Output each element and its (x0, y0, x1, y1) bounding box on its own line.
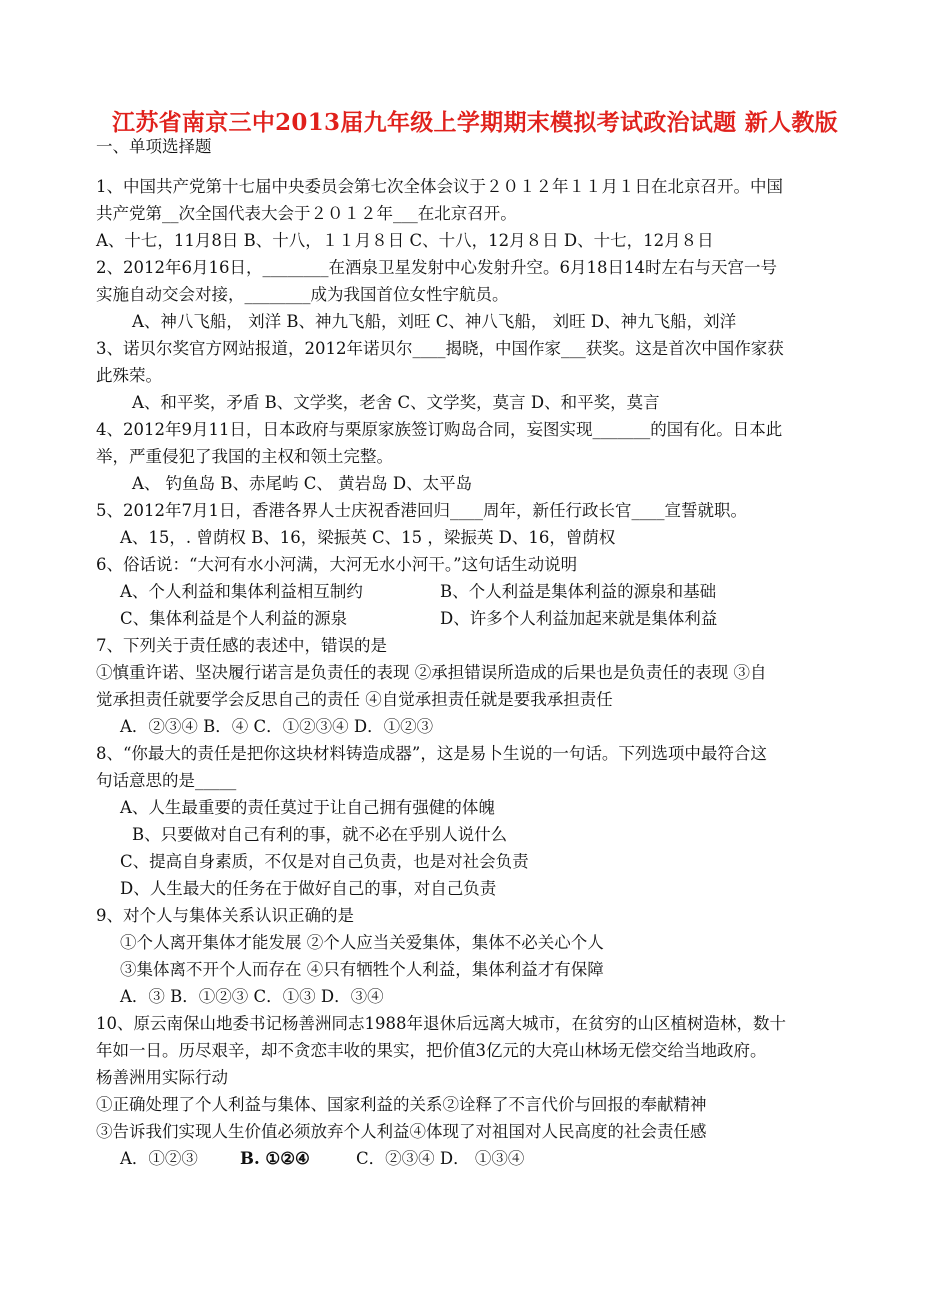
question-3-line-2: 此殊荣。 (96, 366, 162, 385)
question-4-options: A、 钓鱼岛 B、赤尾屿 C、 黄岩岛 D、太平岛 (132, 474, 473, 493)
question-6-option-b: B、个人利益是集体利益的源泉和基础 (440, 582, 717, 601)
question-2-line-2: 实施自动交会对接，________成为我国首位女性宇航员。 (96, 285, 509, 304)
question-4-line-2: 举，严重侵犯了我国的主权和领土完整。 (96, 447, 393, 466)
question-3-options: A、和平奖，矛盾 B、文学奖，老舍 C、文学奖，莫言 D、和平奖，莫言 (132, 393, 660, 412)
question-10-line-1: 10、原云南保山地委书记杨善洲同志1988年退休后远离大城市，在贫穷的山区植树造林，数十 (96, 1014, 786, 1033)
question-1-options: A、十七，11月8日 B、十八，１１月８日 C、十八，12月８日 D、十七，12月８日 (96, 231, 714, 250)
question-6-option-c: C、集体利益是个人利益的源泉 (120, 609, 348, 628)
question-10-options-cd: C．②③④ D． ①③④ (356, 1149, 525, 1168)
question-10-option-a: A．①②③ (120, 1149, 198, 1168)
question-7-line-2: ①慎重许诺、坚决履行诺言是负责任的表现 ②承担错误所造成的后果也是负责任的表现 ③自 (96, 663, 767, 682)
question-6-option-d: D、许多个人利益加起来就是集体利益 (440, 609, 718, 628)
question-9-options: A．③ B．①②③ C．①③ D．③④ (120, 987, 384, 1006)
question-3-line-1: 3、诺贝尔奖官方网站报道，2012年诺贝尔____揭晓，中国作家___获奖。这是首次中国作家获 (96, 339, 784, 358)
question-10-line-4: ①正确处理了个人利益与集体、国家利益的关系②诠释了不言代价与回报的奉献精神 (96, 1095, 707, 1114)
question-7-options: A．②③④ B．④ C．①②③④ D．①②③ (120, 717, 434, 736)
question-8-option-d: D、人生最大的任务在于做好自己的事，对自己负责 (120, 879, 497, 898)
question-9-line-1: 9、对个人与集体关系认识正确的是 (96, 906, 354, 925)
question-5-line-1: 5、2012年7月1日，香港各界人士庆祝香港回归____周年，新任行政长官____宣誓就职。 (96, 501, 747, 520)
question-2-line-1: 2、2012年6月16日，________在酒泉卫星发射中心发射升空。6月18日14时左右与天宫一号 (96, 258, 777, 277)
question-10-line-5: ③告诉我们实现人生价值必须放弃个人利益④体现了对祖国对人民高度的社会责任感 (96, 1122, 707, 1141)
question-8-line-1: 8、“你最大的责任是把你这块材料铸造成器”，这是易卜生说的一句话。下列选项中最符合这 (96, 744, 767, 763)
question-7-line-1: 7、下列关于责任感的表述中，错误的是 (96, 636, 387, 655)
question-8-option-a: A、人生最重要的责任莫过于让自己拥有强健的体魄 (120, 798, 495, 817)
question-8-option-c: C、提高自身素质，不仅是对自己负责，也是对社会负责 (120, 852, 529, 871)
question-6-option-a: A、个人利益和集体利益相互制约 (120, 582, 363, 601)
question-8-line-2: 句话意思的是_____ (96, 771, 237, 790)
document-title: 江苏省南京三中2013届九年级上学期期末模拟考试政治试题 新人教版 (112, 109, 838, 136)
section-heading: 一、单项选择题 (96, 137, 212, 156)
question-9-line-2: ①个人离开集体才能发展 ②个人应当关爱集体，集体不必关心个人 (120, 933, 604, 952)
question-2-options: A、神八飞船， 刘洋 B、神九飞船，刘旺 C、神八飞船， 刘旺 D、神九飞船，刘洋 (132, 312, 737, 331)
question-6-line-1: 6、俗话说：“大河有水小河满，大河无水小河干。”这句话生动说明 (96, 555, 578, 574)
question-4-line-1: 4、2012年9月11日，日本政府与栗原家族签订购岛合同，妄图实现_______的国有化。日本此 (96, 420, 783, 439)
question-1-line-2: 共产党第__次全国代表大会于２０１２年___在北京召开。 (96, 204, 517, 223)
question-9-line-3: ③集体离不开个人而存在 ④只有牺牲个人利益，集体利益才有保障 (120, 960, 604, 979)
question-10-line-2: 年如一日。历尽艰辛，却不贪恋丰收的果实，把价值3亿元的大亮山林场无偿交给当地政府。 (96, 1041, 767, 1060)
question-5-options: A、15，. 曾荫权 B、16，梁振英 C、15 ，梁振英 D、16，曾荫权 (120, 528, 616, 547)
question-10-option-b: B. ①②④ (240, 1149, 310, 1168)
question-7-line-3: 觉承担责任就要学会反思自己的责任 ④自觉承担责任就是要我承担责任 (96, 690, 613, 709)
question-10-line-3: 杨善洲用实际行动 (96, 1068, 228, 1087)
question-1-line-1: 1、中国共产党第十七届中央委员会第七次全体会议于２０１２年１１月１日在北京召开。中国 (96, 177, 783, 196)
question-8-option-b: B、只要做对自己有利的事，就不必在乎别人说什么 (132, 825, 508, 844)
